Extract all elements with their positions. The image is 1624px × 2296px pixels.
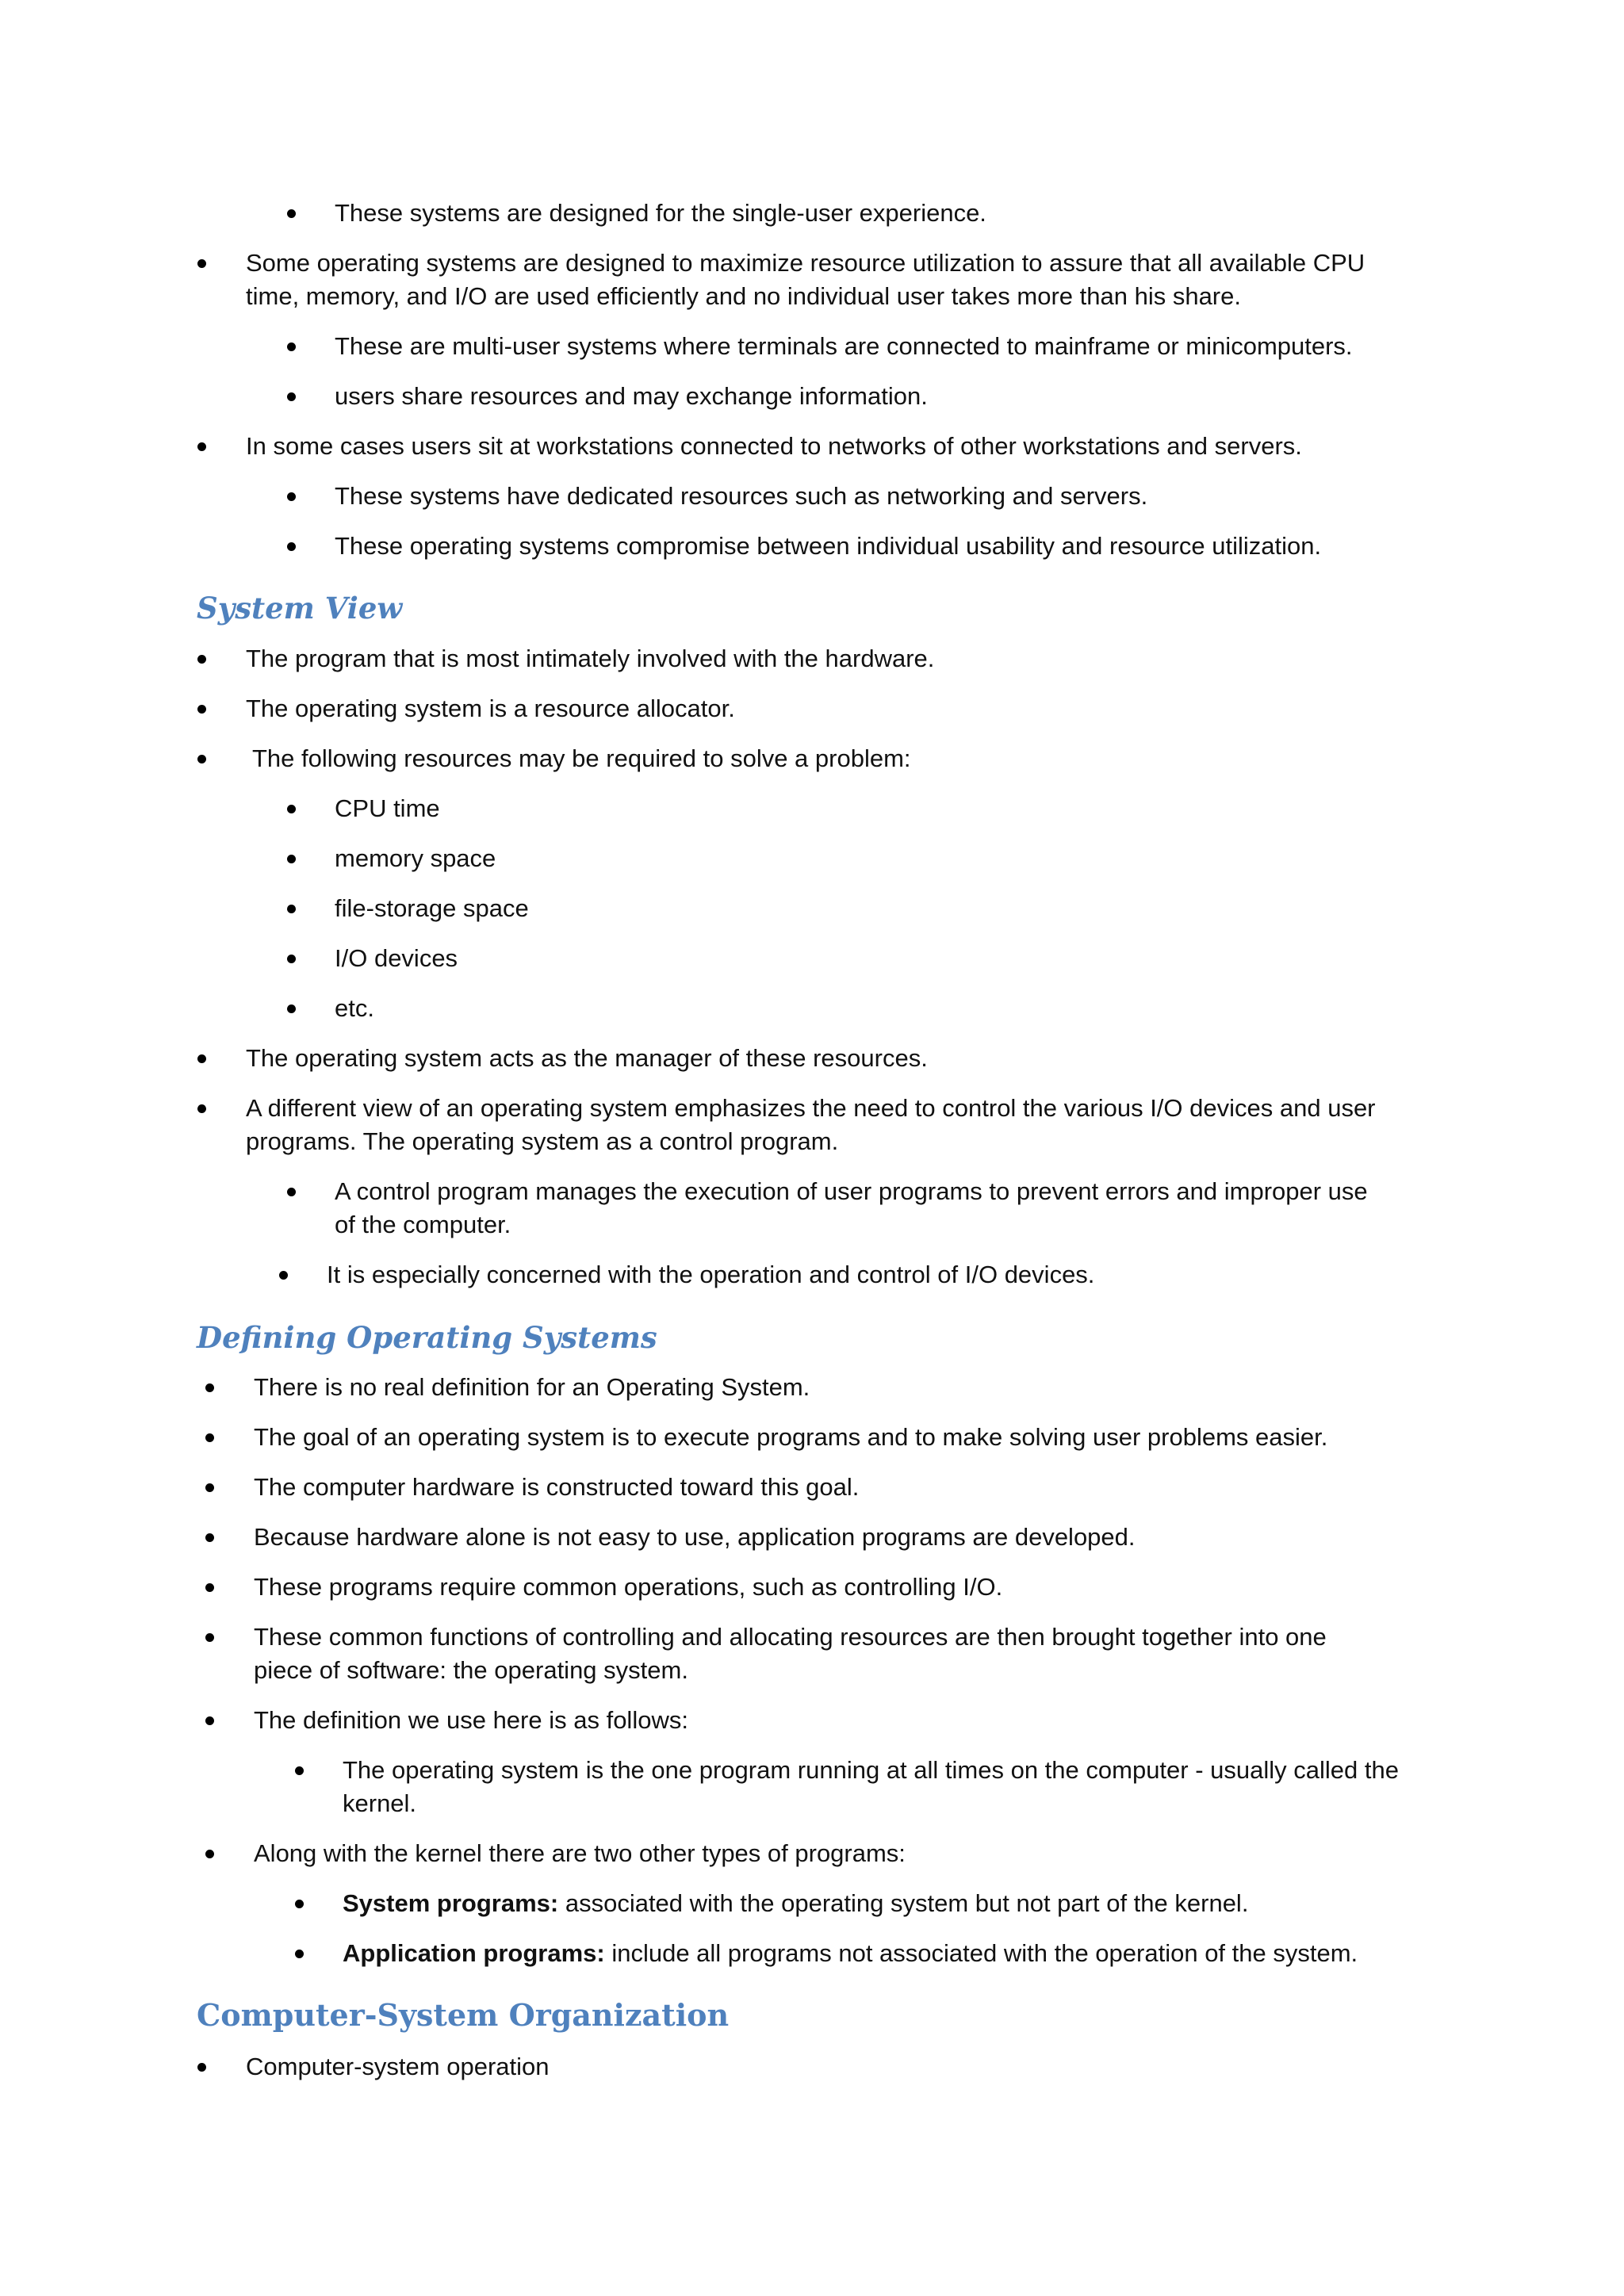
bullet-icon	[287, 492, 296, 501]
list-item: CPU time	[335, 794, 440, 822]
list-item: Because hardware alone is not easy to use, application programs are developed.	[254, 1523, 1136, 1551]
list-item: The operating system acts as the manager of these resources.	[246, 1044, 928, 1072]
list-item: Along with the kernel there are two other types of programs:	[254, 1839, 906, 1867]
list-item: I/O devices	[335, 944, 458, 972]
term-label: Application programs:	[343, 1939, 605, 1967]
bullet-icon	[205, 1716, 214, 1725]
term-description: include all programs not associated with the operation of the system.	[604, 1939, 1358, 1967]
bullet-icon	[287, 1004, 296, 1013]
bullet-icon	[205, 1483, 214, 1492]
bullet-icon	[205, 1633, 214, 1642]
list-item: A control program manages the execution of user programs to prevent errors and improper use	[335, 1177, 1368, 1205]
list-item: users share resources and may exchange information.	[335, 382, 928, 410]
bullet-icon	[205, 1383, 214, 1392]
bullet-icon	[295, 1766, 304, 1775]
bullet-icon	[197, 655, 206, 664]
list-item: In some cases users sit at workstations connected to networks of other workstations and servers.	[246, 432, 1302, 460]
list-item: file-storage space	[335, 894, 529, 922]
list-item: Some operating systems are designed to maximize resource utilization to assure that all available CPU	[246, 249, 1365, 277]
bullet-icon	[205, 1533, 214, 1542]
list-item-application-programs	[343, 1937, 1358, 1970]
bullet-icon	[287, 542, 296, 551]
bullet-icon	[197, 2063, 206, 2072]
list-item: These systems have dedicated resources such as networking and servers.	[335, 482, 1148, 510]
section-heading-organization: Computer-System Organization	[197, 1997, 730, 2033]
list-item: It is especially concerned with the operation and control of I/O devices.	[327, 1261, 1095, 1288]
bullet-icon	[197, 755, 206, 763]
list-item: The computer hardware is constructed toward this goal.	[254, 1473, 860, 1501]
section-heading-system-view: System View	[197, 591, 403, 626]
list-item-continuation: of the computer.	[335, 1211, 511, 1238]
list-item: A different view of an operating system emphasizes the need to control the various I/O devices and user	[246, 1094, 1376, 1122]
bullet-icon	[287, 342, 296, 351]
bullet-icon	[295, 1900, 304, 1908]
list-item: These are multi-user systems where terminals are connected to mainframe or minicomputers.	[335, 332, 1353, 360]
list-item: These operating systems compromise between individual usability and resource utilization.	[335, 532, 1322, 560]
bullet-icon	[287, 392, 296, 401]
list-item: These programs require common operations, such as controlling I/O.	[254, 1573, 1003, 1601]
bullet-icon	[197, 442, 206, 451]
list-item-system-programs	[343, 1887, 1248, 1920]
list-item: memory space	[335, 844, 496, 872]
list-item: The operating system is the one program running at all times on the computer - usually called the	[343, 1756, 1399, 1784]
bullet-icon	[279, 1271, 288, 1280]
list-item: The goal of an operating system is to execute programs and to make solving user problems easier.	[254, 1423, 1328, 1451]
term-description: associated with the operating system but not part of the kernel.	[558, 1889, 1249, 1917]
list-item: Computer-system operation	[246, 2053, 550, 2080]
list-item: These systems are designed for the single-user experience.	[335, 199, 986, 227]
list-item: There is no real definition for an Operating System.	[254, 1373, 810, 1401]
list-item: The following resources may be required to solve a problem:	[252, 744, 911, 772]
list-item: etc.	[335, 994, 374, 1022]
bullet-icon	[295, 1950, 304, 1958]
bullet-icon	[197, 1104, 206, 1113]
list-item-continuation: time, memory, and I/O are used efficiently and no individual user takes more than his share.	[246, 282, 1241, 310]
list-item-continuation: programs. The operating system as a control program.	[246, 1127, 839, 1155]
bullet-icon	[205, 1850, 214, 1858]
list-item: The operating system is a resource allocator.	[246, 695, 735, 722]
bullet-icon	[287, 855, 296, 863]
bullet-icon	[205, 1583, 214, 1592]
list-item-continuation: kernel.	[343, 1789, 417, 1817]
term-label: System programs:	[343, 1889, 559, 1917]
bullet-icon	[287, 1188, 296, 1196]
bullet-icon	[197, 259, 206, 268]
bullet-icon	[287, 209, 296, 218]
list-item: The program that is most intimately involved with the hardware.	[246, 645, 935, 672]
list-item: The definition we use here is as follows:	[254, 1706, 688, 1734]
section-heading-defining-os: Defining Operating Systems	[197, 1320, 657, 1355]
bullet-icon	[205, 1433, 214, 1442]
bullet-icon	[197, 705, 206, 714]
list-item: These common functions of controlling and allocating resources are then brought together into one	[254, 1623, 1327, 1651]
bullet-icon	[287, 805, 296, 813]
bullet-icon	[197, 1054, 206, 1063]
bullet-icon	[287, 955, 296, 963]
list-item-continuation: piece of software: the operating system.	[254, 1656, 688, 1684]
bullet-icon	[287, 905, 296, 913]
